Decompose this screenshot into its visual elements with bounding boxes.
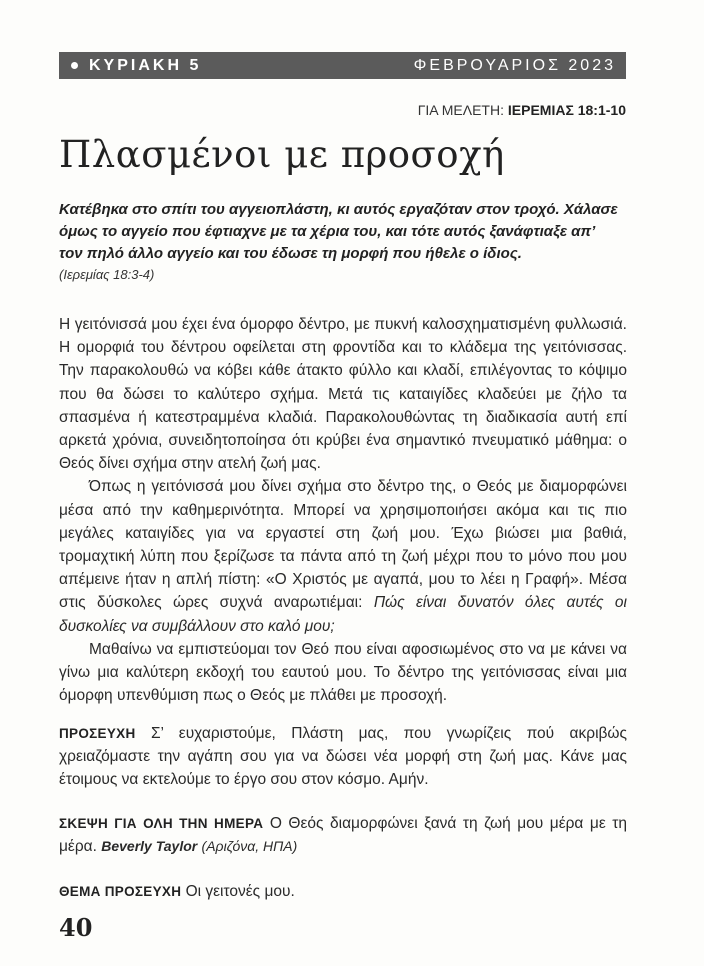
header-day (71, 57, 201, 75)
body-paragraph-2 (59, 475, 627, 637)
prayer-section (59, 722, 627, 792)
author-location: (Αριζόνα, ΗΠΑ) (201, 838, 298, 855)
prayer-topic-label: ΘΕΜΑ ΠΡΟΣΕΥΧΗ (59, 884, 182, 899)
header-day-label: ΚΥΡΙΑΚΗ 5 (89, 56, 202, 74)
reading-label: ΓΙΑ ΜΕΛΕΤΗ: (417, 102, 504, 118)
devotional-body (59, 313, 627, 707)
body-paragraph-3: Μαθαίνω να εμπιστεύομαι τον Θεό που είναι αφοσιωμένος στο να με κάνει να γίνω μια καλύτερη εκδοχή του εαυτού μου. Το δέντρο της γειτόνισσας είναι μια όμορφη υπενθύμιση πως ο Θεός με πλάθει με προσοχή. (59, 640, 627, 705)
bullet-icon (71, 62, 78, 69)
body-paragraph-2-question: Πώς είναι δυνατόν όλες αυτές οι δυσκολίες να συμβάλλουν στο καλό μου; (59, 594, 627, 635)
page-title: Πλασμένοι με προσοχή (59, 133, 505, 176)
reading-reference (418, 102, 626, 118)
key-verse-reference: (Ιερεμίας 18:3-4) (59, 267, 155, 282)
prayer-text: Σ’ ευχαριστούμε, Πλάστη μας, που γνωρίζεις πού ακριβώς χρειαζόμαστε την αγάπη σου για να δώσει νέα μορφή στη ζωή μας. Κάνε μας έτοιμους να εκτελούμε το έργο σου στον κόσμο. Αμήν. (59, 725, 627, 789)
key-verse: Κατέβηκα στο σπίτι του αγγειοπλάστη, κι αυτός εργαζόταν στον τροχό. Χάλασε όμως το αγγείο που έφτιαχνε με τα χέρια του, και τότε αυτός ξανάφτιαξε απ’ τον πηλό άλλο αγγείο και του έδωσε τη μορφή που ήθελε ο ίδιος. (59, 201, 618, 262)
header-bar (59, 52, 626, 79)
prayer-topic-section (59, 880, 627, 903)
reading-passage: ΙΕΡΕΜΙΑΣ 18:1-10 (507, 102, 626, 118)
body-paragraph-2-text: Όπως η γειτόνισσά μου δίνει σχήμα στο δέντρο της, ο Θεός με διαμορφώνει μέσα από την καθημερινότητα. Μπορεί να χρησιμοποιήσει ακόμα και τις πιο μεγάλες καταιγίδες για να εργαστεί στη ζωή μου. Έχω βιώσει μια βαθιά, τρομαχτική λύπη που ξερίζωσε τα πάντα από τη ζωή μέχρι που το μόνο που μου απέμεινε ήταν η απλή πίστη: «Ο Χριστός με αγαπά, μου το λέει η Γραφή». Μέσα στις δύσκολες ώρες συχνά αναρωτιέμαι: (59, 478, 627, 612)
body-paragraph-1: Η γειτόνισσά μου έχει ένα όμορφο δέντρο, με πυκνή καλοσχηματισμένη φυλλωσιά. Η ομορφιά του δέντρου οφείλεται στη φροντίδα και το κλάδεμα της γειτόνισσας. Την παρακολουθώ να κόβει κάθε άτακτο φύλλο και κλαδί, επιλέγοντας το κόψιμο που θα δώσει το καλύτερο σχήμα. Μετά τις καταιγίδες κλαδεύει με ζήλο τα σπασμένα ή κατεστραμμένα κλαδιά. Παρακολουθώντας τη διαδικασία αυτή επί αρκετά χρόνια, συνειδητοποίησα ότι κρύβει ένα σημαντικό πνευματικό μάθημα: ο Θεός δίνει σχήμα στην ατελή ζωή μας. (59, 316, 627, 473)
thought-section (59, 812, 627, 858)
page-number: 40 (59, 913, 93, 942)
author-name: Beverly Taylor (101, 838, 198, 855)
thought-text: Ο Θεός διαμορφώνει ξανά τη ζωή μου μέρα με τη μέρα. (59, 815, 628, 856)
header-month-year: ΦΕΒΡΟΥΑΡΙΟΣ 2023 (413, 56, 616, 74)
prayer-topic-text: Οι γειτονές μου. (185, 883, 295, 900)
prayer-label: ΠΡΟΣΕΥΧΗ (59, 726, 136, 741)
thought-label: ΣΚΕΨΗ ΓΙΑ ΟΛΗ ΤΗΝ ΗΜΕΡΑ (59, 816, 264, 831)
